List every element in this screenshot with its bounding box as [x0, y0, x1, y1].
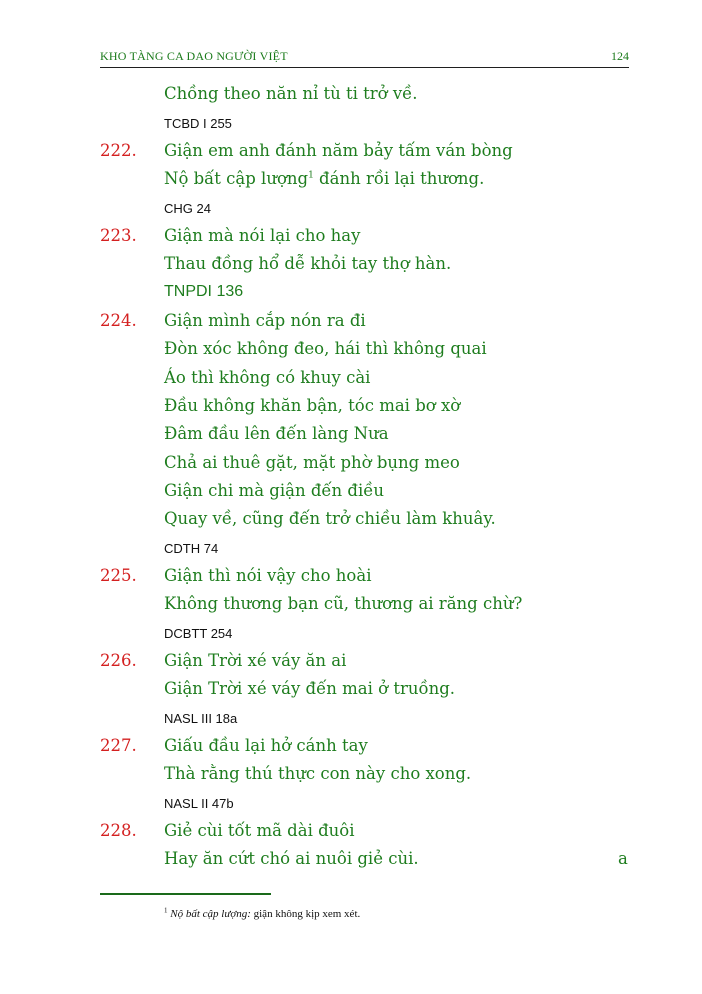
- verse-line: Giận em anh đánh năm bảy tấm ván bòng: [164, 141, 513, 160]
- verse-line: Giận mình cắp nón ra đi: [164, 311, 366, 330]
- verse-line: Quay về, cũng đến trở chiều làm khuây.: [164, 509, 496, 528]
- verse-text: đánh rồi lại thương.: [313, 169, 485, 188]
- verse-text: Nộ bất cập lượng: [164, 169, 309, 188]
- entry-number: 228.: [100, 821, 137, 840]
- verse-line: Giận thì nói vậy cho hoài: [164, 566, 372, 585]
- footnote-ref[interactable]: 1: [308, 170, 314, 181]
- entry-number: 222.: [100, 141, 137, 160]
- verse-line: Không thương bạn cũ, thương ai răng chừ?: [164, 594, 523, 613]
- source-citation: DCBTT 254: [164, 626, 233, 641]
- footnote-text: giận không kịp xem xét.: [250, 908, 361, 920]
- entry-number: 224.: [100, 311, 137, 330]
- source-citation: NASL III 18a: [164, 711, 238, 726]
- verse-line: Giận Trời xé váy ăn ai: [164, 651, 347, 670]
- verse-line: Áo thì không có khuy cài: [164, 368, 371, 387]
- verse-line: Đâm đầu lên đến làng Nưa: [164, 424, 389, 443]
- source-citation: TNPDI 136: [164, 283, 244, 300]
- entry-number: 227.: [100, 736, 137, 755]
- entry-number: 225.: [100, 566, 137, 585]
- entry-number: 226.: [100, 651, 137, 670]
- verse-line: Thau đồng hổ dễ khỏi tay thợ hàn.: [164, 254, 452, 273]
- book-title: KHO TÀNG CA DAO NGƯỜI VIỆT: [100, 49, 288, 63]
- verse-line: Giận mà nói lại cho hay: [164, 226, 361, 245]
- source-citation: CDTH 74: [164, 541, 219, 556]
- verse-line: Giẻ cùi tốt mã dài đuôi: [164, 821, 355, 840]
- footnote: [164, 908, 360, 920]
- source-citation: TCBD I 255: [164, 116, 232, 131]
- page-number: 124: [611, 49, 629, 63]
- verse-line: Chồng theo năn nỉ tù ti trở về.: [164, 84, 418, 103]
- footnote-divider: [100, 893, 271, 895]
- verse-line: Giận Trời xé váy đến mai ở truồng.: [164, 679, 455, 698]
- entry-number: 223.: [100, 226, 137, 245]
- source-citation: NASL II 47b: [164, 796, 234, 811]
- footnote-mark: 1: [164, 906, 168, 915]
- verse-line: Chả ai thuê gặt, mặt phờ bụng meo: [164, 453, 460, 472]
- source-citation: CHG 24: [164, 201, 211, 216]
- verse-line: Giận chi mà giận đến điều: [164, 481, 385, 500]
- verse-line: Đòn xóc không đeo, hái thì không quai: [164, 339, 487, 358]
- verse-line: Đầu không khăn bận, tóc mai bơ xờ: [164, 396, 461, 415]
- verse-line: Hay ăn cứt chó ai nuôi giẻ cùi.: [164, 849, 419, 868]
- corner-mark: a: [618, 849, 628, 868]
- page-header: [100, 49, 629, 68]
- footnote-term: Nộ bất cập lượng:: [170, 908, 251, 920]
- verse-line: Giấu đầu lại hở cánh tay: [164, 736, 368, 755]
- verse-line: Thà rằng thú thực con này cho xong.: [164, 764, 472, 783]
- verse-line-with-footnote: [164, 169, 484, 188]
